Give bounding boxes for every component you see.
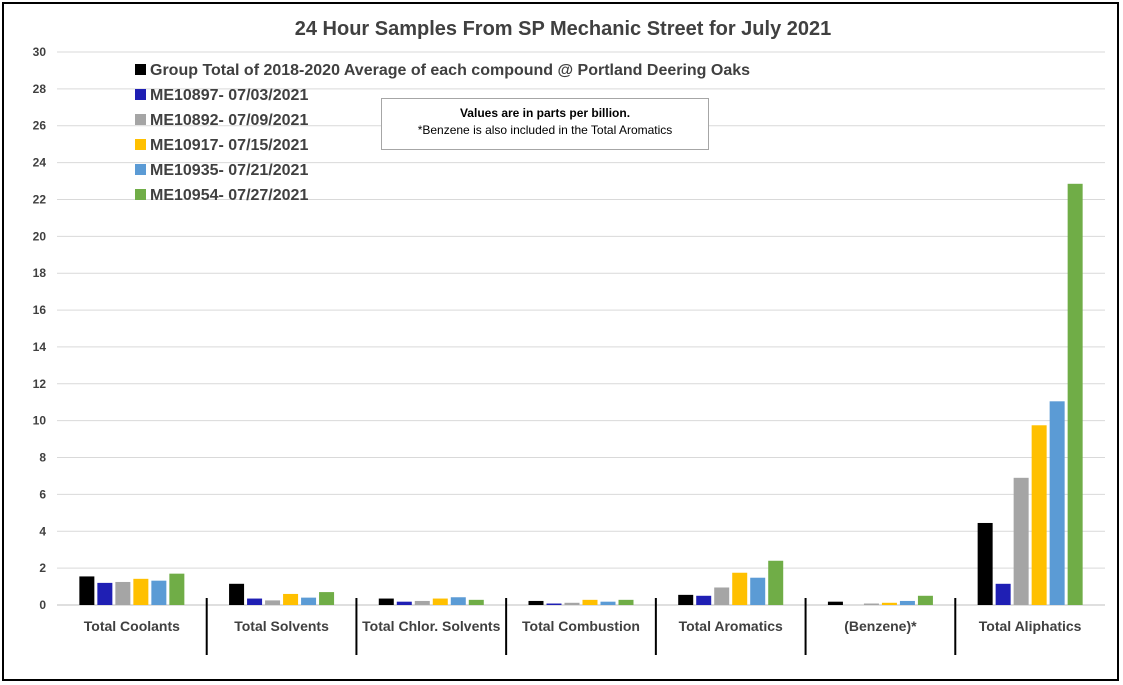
- y-tick-label: 2: [39, 561, 46, 576]
- bar: [301, 598, 316, 605]
- y-tick-label: 8: [39, 450, 46, 465]
- y-tick-label: 22: [32, 192, 46, 207]
- y-tick-label: 4: [39, 524, 46, 539]
- bar: [79, 576, 94, 605]
- y-tick-label: 18: [32, 266, 46, 281]
- bar: [565, 603, 580, 605]
- bar: [379, 599, 394, 605]
- x-tick-label: Total Coolants: [83, 618, 180, 634]
- chart-title: 24 Hour Samples From SP Mechanic Street for July 2021: [294, 18, 832, 40]
- bar: [265, 600, 280, 605]
- bar: [732, 573, 747, 605]
- annotation-box: [381, 98, 709, 150]
- bar: [882, 603, 897, 605]
- bar: [469, 600, 484, 605]
- bar: [115, 582, 130, 605]
- x-tick-label: Total Solvents: [234, 618, 329, 634]
- y-tick-label: 12: [32, 376, 46, 391]
- x-axis-ticks: [84, 618, 1082, 634]
- y-tick-label: 28: [32, 81, 46, 96]
- bar: [768, 561, 783, 605]
- legend-swatch: [135, 64, 146, 75]
- bar: [433, 599, 448, 605]
- bar: [397, 602, 412, 605]
- y-tick-label: 24: [32, 155, 46, 170]
- bar: [1032, 425, 1047, 605]
- y-tick-label: 20: [32, 229, 46, 244]
- y-axis-ticks: [33, 45, 47, 612]
- bars: [79, 184, 1082, 605]
- x-tick-label: Total Aromatics: [678, 618, 783, 634]
- y-tick-label: 30: [32, 45, 46, 59]
- x-tick-label: Total Chlor. Solvents: [362, 618, 501, 634]
- y-tick-label: 14: [32, 339, 46, 354]
- bar: [714, 587, 729, 605]
- bar: [864, 604, 879, 605]
- bar: [133, 579, 148, 605]
- x-tick-label: Total Combustion: [522, 618, 640, 634]
- bar: [169, 574, 184, 605]
- bar: [619, 600, 634, 605]
- bar: [583, 600, 598, 605]
- y-tick-label: 10: [32, 413, 46, 428]
- bar: [1014, 478, 1029, 605]
- x-tick-label: Total Aliphatics: [978, 618, 1082, 634]
- annotation-line-2: *Benzene is also included in the Total Aromatics: [417, 123, 673, 137]
- y-tick-label: 6: [39, 487, 46, 502]
- legend-swatch: [135, 114, 146, 125]
- legend-label: Group Total of 2018-2020 Average of each compound @ Portland Deering Oaks: [150, 62, 751, 79]
- bar: [283, 594, 298, 605]
- bar: [750, 578, 765, 605]
- legend-swatch: [135, 189, 146, 200]
- legend-label: ME10897- 07/03/2021: [150, 87, 309, 104]
- bar: [828, 602, 843, 605]
- legend-label: ME10892- 07/09/2021: [150, 112, 309, 129]
- bar: [319, 592, 334, 605]
- y-tick-label: 26: [32, 118, 46, 133]
- bar: [415, 601, 430, 605]
- bar: [678, 595, 693, 605]
- bar: [978, 523, 993, 605]
- legend-swatch: [135, 139, 146, 150]
- bar: [547, 604, 562, 605]
- bar: [529, 601, 544, 605]
- legend-label: ME10917- 07/15/2021: [150, 137, 309, 154]
- bar: [696, 596, 711, 605]
- bar: [1068, 184, 1083, 605]
- bar: [900, 601, 915, 605]
- bar: [918, 596, 933, 605]
- legend-label: ME10935- 07/21/2021: [150, 162, 309, 179]
- legend-swatch: [135, 164, 146, 175]
- bar: [1050, 401, 1065, 605]
- bar: [996, 584, 1011, 605]
- bar: [451, 597, 466, 605]
- y-tick-label: 16: [32, 303, 46, 318]
- bar: [97, 583, 112, 605]
- bar: [151, 581, 166, 605]
- y-tick-label: 0: [39, 598, 46, 612]
- legend-swatch: [135, 89, 146, 100]
- x-tick-label: (Benzene)*: [844, 618, 917, 634]
- bar: [247, 599, 262, 605]
- bar: [601, 602, 616, 605]
- bar: [229, 584, 244, 605]
- annotation-line-1: Values are in parts per billion.: [459, 106, 631, 120]
- legend-label: ME10954- 07/27/2021: [150, 187, 309, 204]
